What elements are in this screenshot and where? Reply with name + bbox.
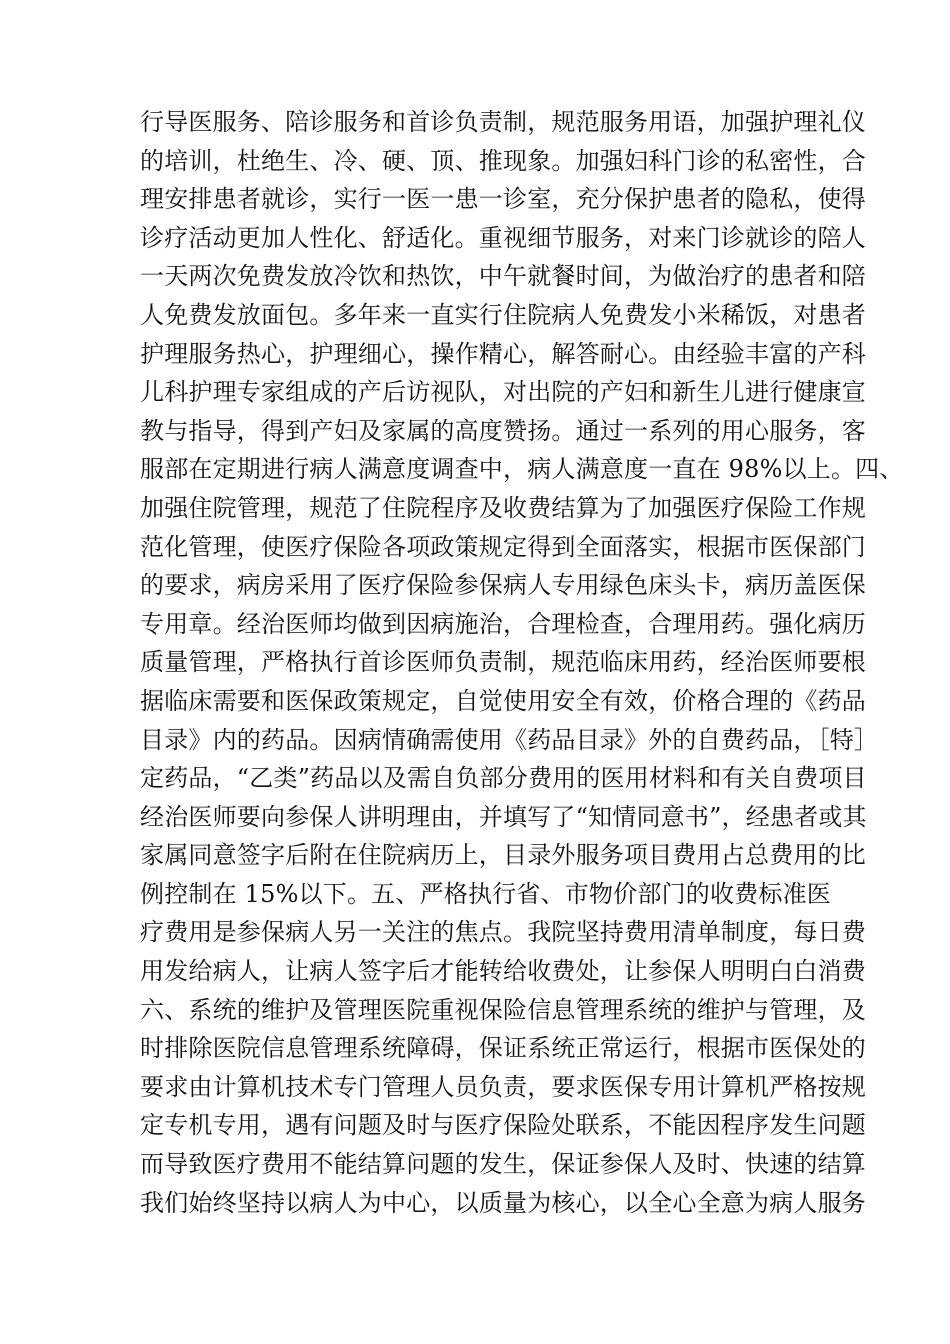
text-line: 人免费发放面包。多年来一直实行住院病人免费发小米稀饭，对患者	[140, 300, 866, 329]
text-line: 疗费用是参保病人另一关注的焦点。我院坚持费用清单制度，每日费	[140, 918, 866, 947]
text-line: 的要求，病房采用了医疗保险参保病人专用绿色床头卡，病历盖医保	[140, 571, 866, 600]
text-line: 六、系统的维护及管理医院重视保险信息管理系统的维护与管理，及	[140, 995, 866, 1024]
text-line: 定药品，“乙类”药品以及需自负部分费用的医用材料和有关自费项目	[140, 764, 867, 793]
text-line: 诊疗活动更加人性化、舒适化。重视细节服务，对来门诊就诊的陪人	[140, 223, 866, 252]
text-line: 要求由计算机技术专门管理人员负责，要求医保专用计算机严格按规	[140, 1072, 866, 1101]
text-line: 定专机专用，遇有问题及时与医疗保险处联系，不能因程序发生问题	[140, 1111, 866, 1140]
text-line: 儿科护理专家组成的产后访视队，对出院的产妇和新生儿进行健康宣	[140, 378, 866, 407]
text-line: 时排除医院信息管理系统障碍，保证系统正常运行，根据市医保处的	[140, 1034, 866, 1063]
text-line: 目录》内的药品。因病情确需使用《药品目录》外的自费药品，［特］	[140, 725, 879, 754]
text-line: 而导致医疗费用不能结算问题的发生，保证参保人及时、快速的结算	[140, 1150, 866, 1179]
text-line: 的培训，杜绝生、冷、硬、顶、推现象。加强妇科门诊的私密性，合	[140, 146, 866, 175]
text-line: 我们始终坚持以病人为中心，以质量为核心，以全心全意为病人服务	[140, 1188, 866, 1217]
text-line: 教与指导，得到产妇及家属的高度赞扬。通过一系列的用心服务，客	[140, 416, 866, 445]
text-line: 范化管理，使医疗保险各项政策规定得到全面落实，根据市医保部门	[140, 532, 866, 561]
text-line: 理安排患者就诊，实行一医一患一诊室，充分保护患者的隐私，使得	[140, 185, 866, 214]
text-line: 家属同意签字后附在住院病历上，目录外服务项目费用占总费用的比	[140, 841, 866, 870]
text-line: 护理服务热心，护理细心，操作精心，解答耐心。由经验丰富的产科	[140, 339, 866, 368]
text-line: 例控制在 15%以下。五、严格执行省、市物价部门的收费标准医	[140, 879, 831, 908]
text-line: 经治医师要向参保人讲明理由，并填写了“知情同意书”，经患者或其	[140, 802, 867, 831]
text-line: 服部在定期进行病人满意度调查中，病人满意度一直在 98%以上。四、	[140, 455, 904, 484]
text-line: 质量管理，严格执行首诊医师负责制，规范临床用药，经治医师要根	[140, 648, 866, 677]
text-line: 一天两次免费发放冷饮和热饮，中午就餐时间，为做治疗的患者和陪	[140, 262, 866, 291]
text-line: 加强住院管理，规范了住院程序及收费结算为了加强医疗保险工作规	[140, 493, 866, 522]
body-text	[140, 103, 904, 1222]
text-line: 用发给病人，让病人签字后才能转给收费处，让参保人明明白白消费	[140, 957, 866, 986]
text-line: 行导医服务、陪诊服务和首诊负责制，规范服务用语，加强护理礼仪	[140, 108, 866, 136]
text-line: 据临床需要和医保政策规定，自觉使用安全有效，价格合理的《药品	[140, 686, 866, 715]
text-line: 专用章。经治医师均做到因病施治，合理检查，合理用药。强化病历	[140, 609, 866, 638]
